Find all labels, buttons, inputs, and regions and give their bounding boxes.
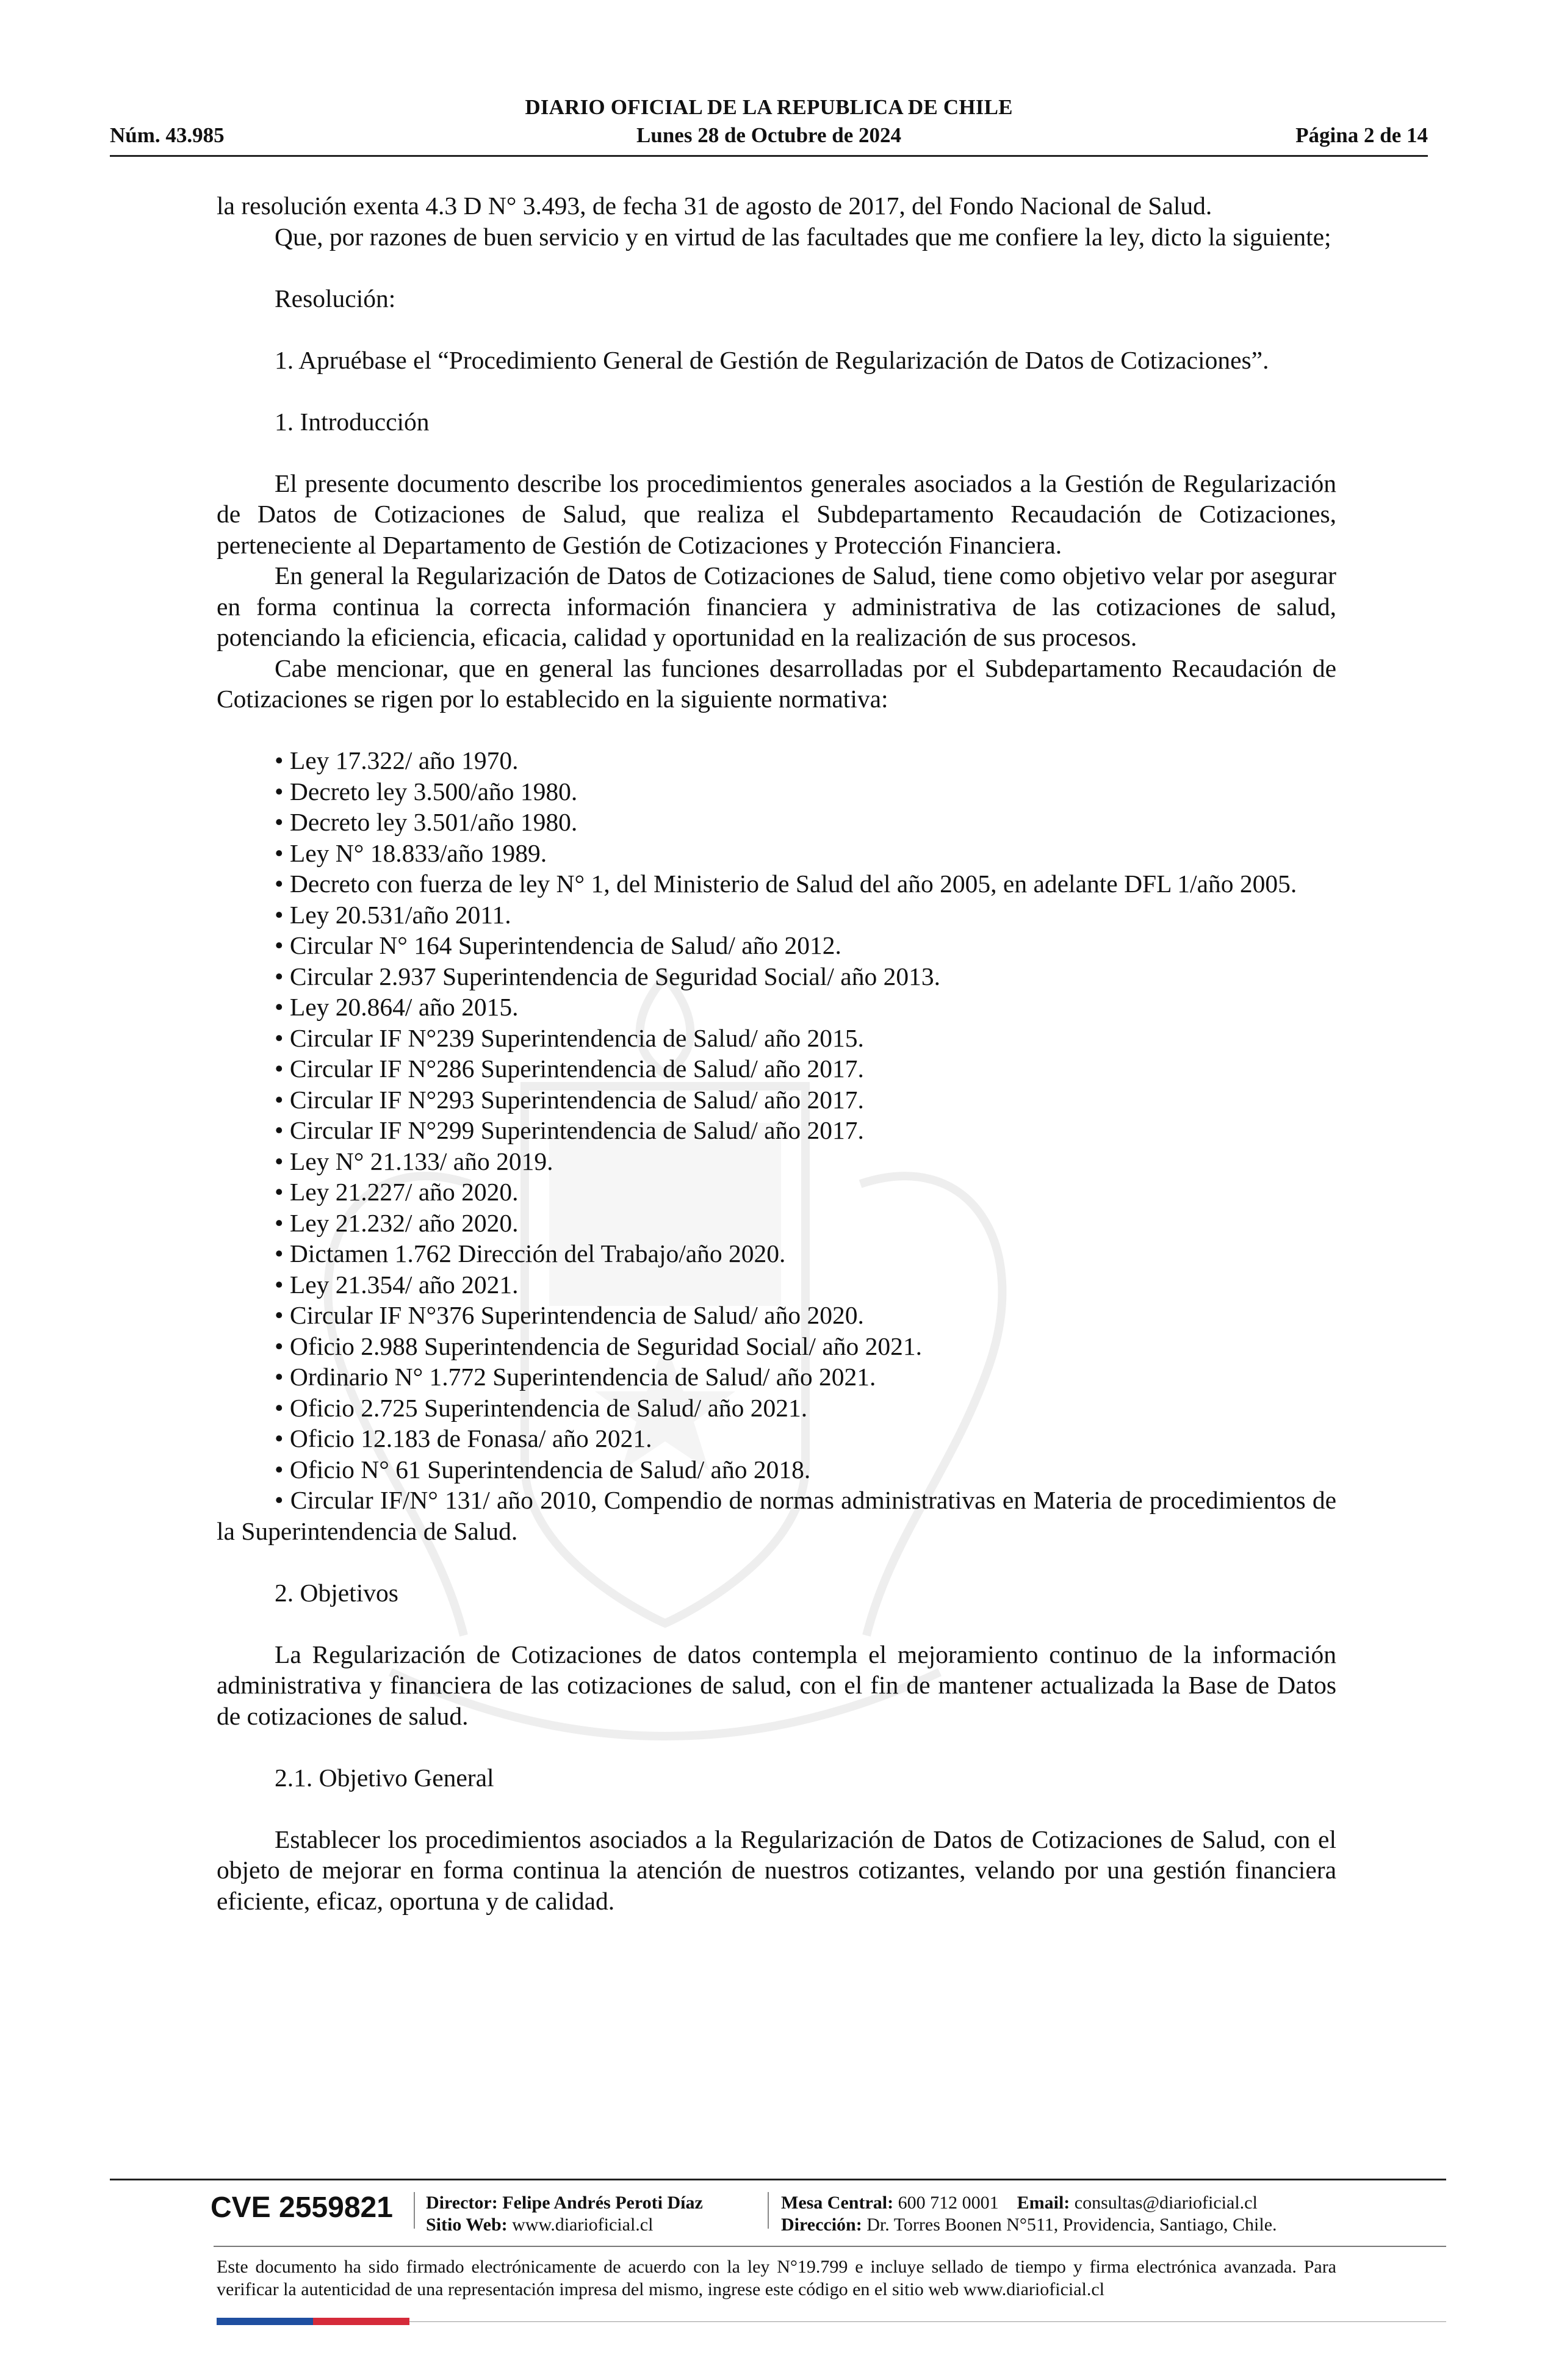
flag-stripe xyxy=(217,2318,409,2325)
director-label: Director: xyxy=(426,2193,498,2213)
paragraph: 1. Apruébase el “Procedimiento General de Gestión de Regularización de Datos de Cotizaciones”. xyxy=(275,345,1269,374)
list-item: • Oficio 12.183 de Fonasa/ año 2021. xyxy=(275,1424,652,1452)
list-item: • Decreto con fuerza de ley N° 1, del Ministerio de Salud del año 2005, en adelante DFL 1/año 2005. xyxy=(275,870,1297,898)
list-item: • Circular IF N°299 Superintendencia de Salud/ año 2017. xyxy=(275,1116,864,1144)
footer-divider xyxy=(110,2179,1446,2180)
issue-number: Núm. 43.985 xyxy=(110,123,225,147)
footer-separator xyxy=(768,2192,769,2229)
website-link[interactable]: www.diarioficial.cl xyxy=(512,2215,654,2235)
list-item: • Circular IF N°286 Superintendencia de Salud/ año 2017. xyxy=(275,1055,864,1083)
paragraph: la resolución exenta 4.3 D N° 3.493, de fecha 31 de agosto de 2017, del Fondo Nacional de Salud. xyxy=(217,192,1212,220)
list-item: • Circular IF N°239 Superintendencia de Salud/ año 2015. xyxy=(275,1023,864,1052)
director-name: Felipe Andrés Peroti Díaz xyxy=(502,2193,703,2213)
phone-number: 600 712 0001 xyxy=(898,2193,999,2213)
page-header xyxy=(110,92,1428,153)
issue-date: Lunes 28 de Octubre de 2024 xyxy=(636,123,901,147)
list-item: • Ley 21.227/ año 2020. xyxy=(275,1178,519,1206)
page-indicator: Página 2 de 14 xyxy=(1295,123,1428,147)
director-info xyxy=(426,2192,703,2236)
paragraph: Establecer los procedimientos asociados a la Regularización de Datos de Cotizaciones de Salud, con el objeto de mejorar en forma continua la atención de nuestros cotizantes, velando por una gestión financiera eficiente, eficaz, oportuna y de calidad. xyxy=(217,1825,1336,1915)
contact-info xyxy=(781,2192,1277,2236)
flag-blue-segment xyxy=(217,2318,313,2325)
regulation-list xyxy=(217,745,1336,1546)
list-item: • Ley 21.232/ año 2020. xyxy=(275,1208,519,1237)
list-item: • Dictamen 1.762 Dirección del Trabajo/año 2020. xyxy=(275,1239,786,1268)
email-link[interactable]: consultas@diarioficial.cl xyxy=(1074,2193,1258,2213)
list-item: • Decreto ley 3.500/año 1980. xyxy=(275,777,578,806)
website-label: Sitio Web: xyxy=(426,2215,508,2235)
paragraph: La Regularización de Cotizaciones de datos contempla el mejoramiento continuo de la información administrativa y financiera de las cotizaciones de salud, con el fin de mantener actualizada la Base de Datos de cotizaciones de salud. xyxy=(217,1640,1336,1730)
section-heading-objetivo-general: 2.1. Objetivo General xyxy=(275,1763,494,1792)
list-item: • Oficio 2.988 Superintendencia de Seguridad Social/ año 2021. xyxy=(275,1332,923,1360)
list-item: • Circular 2.937 Superintendencia de Seguridad Social/ año 2013. xyxy=(275,962,940,990)
list-item: • Circular IF/N° 131/ año 2010, Compendio de normas administrativas en Materia de procedimientos de la Superintendencia de Salud. xyxy=(217,1486,1336,1545)
list-item: • Circular IF N°376 Superintendencia de Salud/ año 2020. xyxy=(275,1301,864,1329)
gazette-title: DIARIO OFICIAL DE LA REPUBLICA DE CHILE xyxy=(525,95,1013,119)
flag-red-segment xyxy=(313,2318,409,2325)
footer-bottom-rule xyxy=(409,2321,1446,2322)
page-footer xyxy=(110,2179,1446,2331)
footer-divider xyxy=(214,2246,1446,2247)
list-item: • Ley 20.864/ año 2015. xyxy=(275,993,519,1021)
section-heading-objetivos: 2. Objetivos xyxy=(275,1578,398,1607)
list-item: • Circular IF N°293 Superintendencia de Salud/ año 2017. xyxy=(275,1085,864,1114)
phone-label: Mesa Central: xyxy=(781,2193,894,2213)
paragraph: En general la Regularización de Datos de Cotizaciones de Salud, tiene como objetivo velar por asegurar en forma continua la correcta información financiera y administrativa de las cotizaciones de salud, potenciando la eficiencia, eficacia, calidad y oportunidad en la realización de sus procesos. xyxy=(217,561,1336,651)
list-item: • Ley 20.531/año 2011. xyxy=(275,900,511,929)
signature-note: Este documento ha sido firmado electrónicamente de acuerdo con la ley N°19.799 e incluye sellado de tiempo y firma electrónica avanzada. Para verificar la autenticidad de una representación impresa del mismo, ingrese este código en el sitio web www.diarioficial.cl xyxy=(217,2257,1336,2299)
paragraph: Cabe mencionar, que en general las funciones desarrolladas por el Subdepartamento Recaudación de Cotizaciones se rigen por lo establecido en la siguiente normativa: xyxy=(217,654,1336,713)
section-heading-introduccion: 1. Introducción xyxy=(275,407,430,436)
address-label: Dirección: xyxy=(781,2215,862,2235)
list-item: • Ley 21.354/ año 2021. xyxy=(275,1270,519,1299)
paragraph: Que, por razones de buen servicio y en virtud de las facultades que me confiere la ley, dicto la siguiente; xyxy=(275,222,1331,251)
header-divider xyxy=(110,155,1428,157)
list-item: • Ley 17.322/ año 1970. xyxy=(275,746,519,774)
cve-code: CVE 2559821 xyxy=(211,2191,393,2224)
paragraph: El presente documento describe los procedimientos generales asociados a la Gestión de Regularización de Datos de Cotizaciones de Salud, que realiza el Subdepartamento Recaudación de Cotizaciones, perteneciente al Departamento de Gestión de Cotizaciones y Protección Financiera. xyxy=(217,469,1336,559)
list-item: • Circular N° 164 Superintendencia de Salud/ año 2012. xyxy=(275,931,841,959)
footer-separator xyxy=(414,2192,415,2229)
list-item: • Ley N° 21.133/ año 2019. xyxy=(275,1147,553,1175)
list-item: • Ordinario N° 1.772 Superintendencia de Salud/ año 2021. xyxy=(275,1363,876,1391)
email-label: Email: xyxy=(1017,2193,1070,2213)
list-item: • Oficio 2.725 Superintendencia de Salud/ año 2021. xyxy=(275,1393,808,1422)
address: Dr. Torres Boonen N°511, Providencia, Santiago, Chile. xyxy=(866,2215,1277,2235)
list-item: • Oficio N° 61 Superintendencia de Salud/ año 2018. xyxy=(275,1455,811,1484)
document-body xyxy=(217,190,1336,1916)
section-heading-resolucion: Resolución: xyxy=(275,284,396,312)
list-item: • Ley N° 18.833/año 1989. xyxy=(275,838,547,867)
list-item: • Decreto ley 3.501/año 1980. xyxy=(275,808,578,836)
